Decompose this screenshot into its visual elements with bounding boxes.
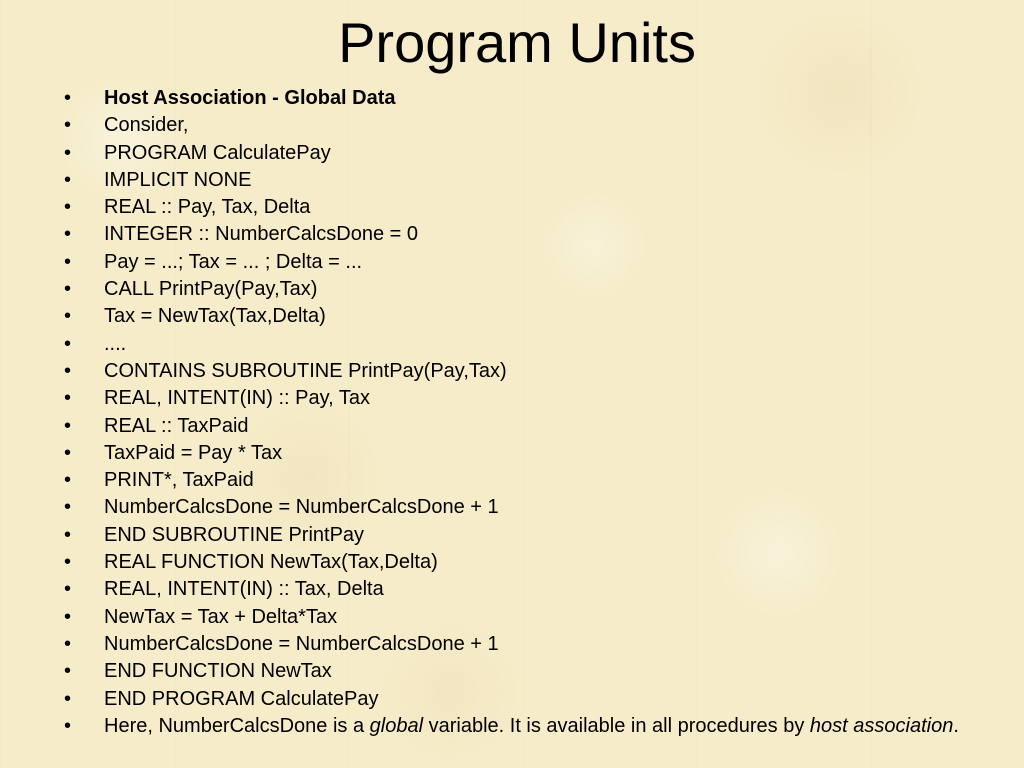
bullet-text: CALL PrintPay(Pay,Tax) bbox=[104, 278, 318, 301]
bullet-dot-icon: • bbox=[64, 359, 72, 382]
bullet-item-summary bbox=[0, 713, 1024, 738]
bullet-item bbox=[0, 494, 1024, 521]
bullet-dot-icon: • bbox=[64, 632, 72, 655]
summary-text-part3: variable. It is available in all procedures by bbox=[423, 714, 810, 737]
bullet-item bbox=[0, 85, 1024, 112]
bullet-item bbox=[0, 194, 1024, 221]
bullet-dot-icon: • bbox=[64, 196, 72, 219]
bullet-item bbox=[0, 440, 1024, 467]
bullet-dot-icon: • bbox=[64, 578, 72, 601]
bullet-item bbox=[0, 686, 1024, 713]
bullet-text: END PROGRAM CalculatePay bbox=[104, 687, 379, 710]
bullet-item bbox=[0, 303, 1024, 330]
bullet-item bbox=[0, 576, 1024, 603]
bullet-dot-icon: • bbox=[64, 660, 72, 683]
bullet-text: INTEGER :: NumberCalcsDone = 0 bbox=[104, 223, 418, 246]
bullet-text: CONTAINS SUBROUTINE PrintPay(Pay,Tax) bbox=[104, 359, 507, 382]
bullet-text: REAL :: Pay, Tax, Delta bbox=[104, 196, 311, 219]
bullet-dot-icon: • bbox=[64, 441, 72, 464]
summary-text-period: . bbox=[953, 714, 959, 737]
bullet-item bbox=[0, 631, 1024, 658]
bullet-dot-icon: • bbox=[64, 605, 72, 628]
bullet-text: Pay = ...; Tax = ... ; Delta = ... bbox=[104, 250, 363, 273]
bullet-dot-icon: • bbox=[64, 687, 72, 710]
bullet-text: Consider, bbox=[104, 114, 189, 137]
bullet-dot-icon: • bbox=[64, 168, 72, 191]
bullet-dot-icon: • bbox=[64, 87, 72, 109]
bullet-dot-icon: • bbox=[64, 141, 72, 164]
summary-text-part1: Here, NumberCalcsDone is a bbox=[104, 714, 370, 737]
bullet-text: REAL :: TaxPaid bbox=[104, 414, 249, 437]
bullet-text: REAL, INTENT(IN) :: Tax, Delta bbox=[104, 578, 384, 601]
bullet-dot-icon: • bbox=[64, 714, 72, 737]
bullet-item bbox=[0, 358, 1024, 385]
bullet-item bbox=[0, 385, 1024, 412]
bullet-item bbox=[0, 331, 1024, 358]
bullet-text: NumberCalcsDone = NumberCalcsDone + 1 bbox=[104, 632, 499, 655]
bullet-text: REAL, INTENT(IN) :: Pay, Tax bbox=[104, 387, 370, 410]
bullet-item bbox=[0, 658, 1024, 685]
summary-text-global: global bbox=[369, 714, 424, 737]
bullet-text: NumberCalcsDone = NumberCalcsDone + 1 bbox=[104, 496, 499, 519]
bullet-dot-icon: • bbox=[64, 114, 72, 137]
bullet-item bbox=[0, 549, 1024, 576]
bullet-item bbox=[0, 221, 1024, 248]
bullet-dot-icon: • bbox=[64, 469, 72, 492]
bullet-text: .... bbox=[104, 332, 127, 355]
bullet-item bbox=[0, 604, 1024, 631]
bullet-dot-icon: • bbox=[64, 496, 72, 519]
bullet-item bbox=[0, 112, 1024, 139]
bullet-item bbox=[0, 522, 1024, 549]
bullet-dot-icon: • bbox=[64, 551, 72, 574]
bullet-text: REAL FUNCTION NewTax(Tax,Delta) bbox=[104, 551, 438, 574]
bullet-list bbox=[0, 85, 1024, 738]
bullet-text: END SUBROUTINE PrintPay bbox=[104, 523, 365, 546]
bullet-item bbox=[0, 140, 1024, 167]
bullet-text: TaxPaid = Pay * Tax bbox=[104, 441, 283, 464]
bullet-text: NewTax = Tax + Delta*Tax bbox=[104, 605, 338, 628]
bullet-item bbox=[0, 467, 1024, 494]
bullet-dot-icon: • bbox=[64, 523, 72, 546]
bullet-item bbox=[0, 167, 1024, 194]
bullet-item bbox=[0, 413, 1024, 440]
bullet-dot-icon: • bbox=[64, 305, 72, 328]
bullet-dot-icon: • bbox=[64, 332, 72, 355]
bullet-text: Tax = NewTax(Tax,Delta) bbox=[104, 305, 326, 328]
bullet-text: IMPLICIT NONE bbox=[104, 168, 252, 191]
bullet-dot-icon: • bbox=[64, 278, 72, 301]
bullet-item bbox=[0, 249, 1024, 276]
bullet-text: PRINT*, TaxPaid bbox=[104, 469, 254, 492]
bullet-text: PROGRAM CalculatePay bbox=[104, 141, 331, 164]
bullet-dot-icon: • bbox=[64, 387, 72, 410]
summary-text-host-association: host association bbox=[809, 714, 954, 737]
bullet-text: Host Association - Global Data bbox=[104, 87, 396, 109]
bullet-dot-icon: • bbox=[64, 414, 72, 437]
bullet-item bbox=[0, 276, 1024, 303]
bullet-dot-icon: • bbox=[64, 250, 72, 273]
slide-title: Program Units bbox=[338, 11, 696, 74]
bullet-dot-icon: • bbox=[64, 223, 72, 246]
bullet-text: END FUNCTION NewTax bbox=[104, 660, 332, 683]
